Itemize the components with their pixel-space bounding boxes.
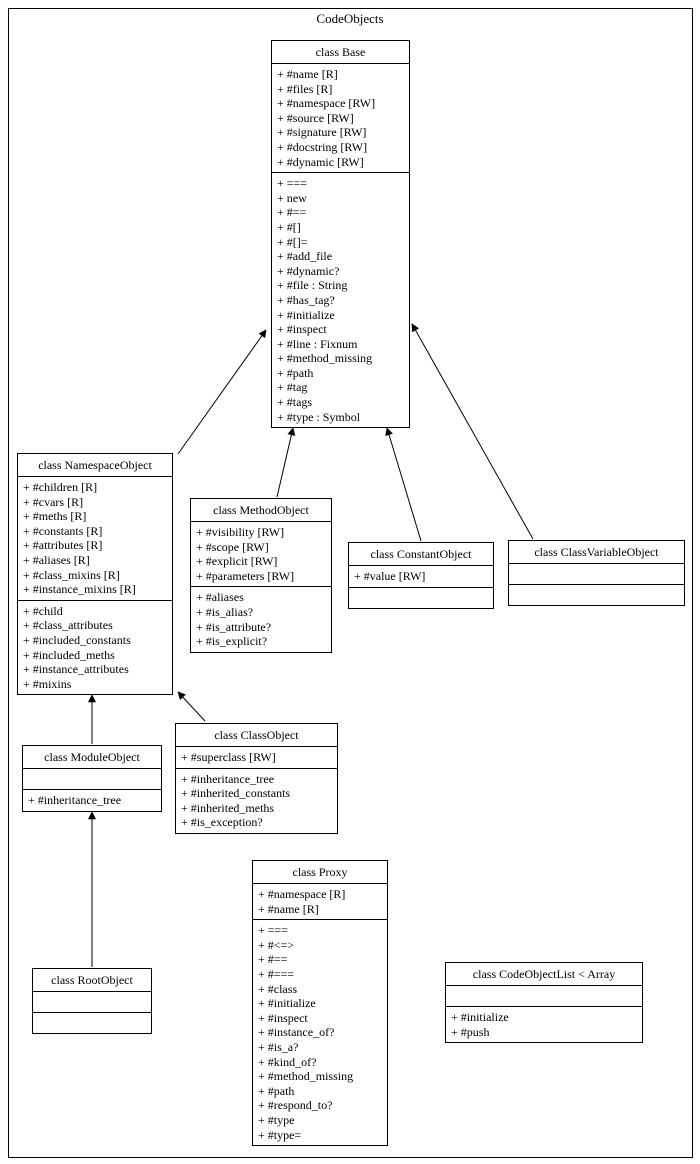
class-node-constantobject [348,542,494,609]
methods-compartment-classobject [176,768,337,833]
class-title-methodobject: class MethodObject [213,503,309,517]
member-row: + #children [R] [23,480,98,494]
member-row: + #initialize [277,307,335,322]
member-row: + #visibility [RW] [196,525,285,539]
member-row: + #class [258,981,298,996]
member-row: + #method_missing [277,351,373,366]
methods-compartment-proxy [253,919,387,1145]
attributes-compartment-classobject [176,746,337,768]
member-row: + #is_a? [258,1039,299,1054]
member-row: + new [277,190,307,205]
member-row: + #constants [R] [23,523,103,538]
attributes-compartment-methodobject [191,521,331,586]
methods-compartment-namespaceobject [18,600,172,695]
member-row: + #== [277,205,307,220]
member-row: + #kind_of? [258,1054,317,1069]
diagram-title: CodeObjects [316,11,384,26]
member-row: + #value [RW] [354,569,426,583]
edge-namespaceobject-to-base [178,330,266,454]
member-row: + #file : String [277,278,348,293]
member-row: + #files [R] [277,81,333,96]
member-row: + #parameters [RW] [196,568,295,583]
class-node-methodobject [190,498,332,653]
class-node-rootobject [32,968,152,1034]
member-row: + #instance_mixins [R] [23,582,136,597]
methods-compartment-methodobject [191,586,331,651]
attributes-compartment-codeobjectlist [446,985,642,1006]
member-row: + #aliases [196,590,244,605]
class-title-classvariableobject: class ClassVariableObject [534,545,659,559]
attributes-compartment-rootobject [33,991,151,1012]
member-row: + #is_exception? [181,815,263,830]
attributes-compartment-constantobject [349,565,493,587]
member-row: + #type= [258,1127,302,1142]
member-row: + #tag [277,380,308,395]
member-row: + #explicit [RW] [196,554,278,569]
member-row: + #[]= [277,234,308,249]
member-row: + #name [R] [277,67,338,81]
member-row: + #signature [RW] [277,125,367,140]
member-row: + === [277,176,308,191]
class-node-classobject [175,723,338,834]
class-node-classvariableobject [508,540,685,606]
member-row: + === [258,923,289,938]
member-row: + #scope [RW] [196,539,269,554]
member-row: + #inherited_constants [181,786,291,801]
class-title-rootobject: class RootObject [51,973,133,987]
member-row: + #meths [R] [23,509,87,524]
member-row: + #superclass [RW] [181,750,276,764]
member-row: + #inspect [258,1010,308,1025]
class-title-namespaceobject: class NamespaceObject [38,458,152,472]
class-title-classobject: class ClassObject [214,728,299,742]
member-row: + #respond_to? [258,1098,333,1113]
member-row: + #cvars [R] [23,494,84,509]
member-row: + #is_attribute? [196,619,272,634]
member-row: + #tags [277,395,313,410]
edge-classobject-to-namespaceobject [178,692,205,721]
member-row: + #inherited_meths [181,800,275,815]
methods-compartment-base [272,172,409,427]
member-row: + #instance_attributes [23,662,129,677]
member-row: + #dynamic [RW] [277,154,364,169]
member-row: + #push [451,1024,490,1039]
class-title-proxy: class Proxy [292,865,348,879]
member-row: + #=== [258,966,295,981]
member-row: + #mixins [23,676,72,691]
member-row: + #path [277,365,314,380]
edge-constantobject-to-base [387,428,421,541]
class-title-constantobject: class ConstantObject [370,547,472,561]
member-row: + #path [258,1083,295,1098]
attributes-compartment-moduleobject [23,768,161,789]
class-node-namespaceobject [17,453,173,695]
member-row: + #type : Symbol [277,409,361,424]
member-row: + #name [R] [258,901,319,916]
member-row: + #docstring [RW] [277,139,368,154]
member-row: + #included_constants [23,632,131,647]
member-row: + #method_missing [258,1069,354,1084]
member-row: + #included_meths [23,647,115,662]
methods-compartment-classvariableobject [509,584,684,605]
member-row: + #class_mixins [R] [23,567,120,582]
member-row: + #initialize [451,1010,509,1024]
member-row: + #inheritance_tree [181,771,275,786]
member-row: + #initialize [258,996,316,1011]
edge-classvariableobject-to-base [412,324,533,539]
member-row: + #attributes [R] [23,538,103,553]
member-row: + #type [258,1112,295,1127]
methods-compartment-rootobject [33,1012,151,1033]
member-row: + #child [23,603,63,618]
member-row: + #is_explicit? [196,634,268,649]
class-title-codeobjectlist: class CodeObjectList < Array [472,967,616,981]
class-node-codeobjectlist [445,962,643,1043]
methods-compartment-moduleobject [23,789,161,811]
member-row: + #instance_of? [258,1025,335,1040]
member-row: + #has_tag? [277,292,335,307]
member-row: + #line : Fixnum [277,336,358,351]
class-node-moduleobject [22,745,162,812]
member-row: + #namespace [RW] [277,96,376,111]
attributes-compartment-namespaceobject [18,476,172,600]
member-row: + #inheritance_tree [28,793,122,807]
member-row: + #[] [277,219,301,234]
member-row: + #is_alias? [196,604,254,619]
class-title-moduleobject: class ModuleObject [44,750,140,764]
member-row: + #class_attributes [23,618,113,633]
methods-compartment-codeobjectlist [446,1006,642,1042]
edge-methodobject-to-base [277,428,293,497]
class-title-base: class Base [315,45,366,59]
attributes-compartment-proxy [253,883,387,919]
member-row: + #dynamic? [277,263,340,278]
class-node-proxy [252,860,388,1146]
attributes-compartment-classvariableobject [509,563,684,584]
member-row: + #inspect [277,322,327,337]
member-row: + #namespace [R] [258,887,346,901]
member-row: + #<=> [258,937,295,952]
member-row: + #== [258,952,288,967]
class-node-base [271,40,410,428]
member-row: + #add_file [277,249,333,264]
methods-compartment-constantobject [349,587,493,608]
attributes-compartment-base [272,63,409,172]
member-row: + #aliases [R] [23,552,90,567]
member-row: + #source [RW] [277,110,354,125]
